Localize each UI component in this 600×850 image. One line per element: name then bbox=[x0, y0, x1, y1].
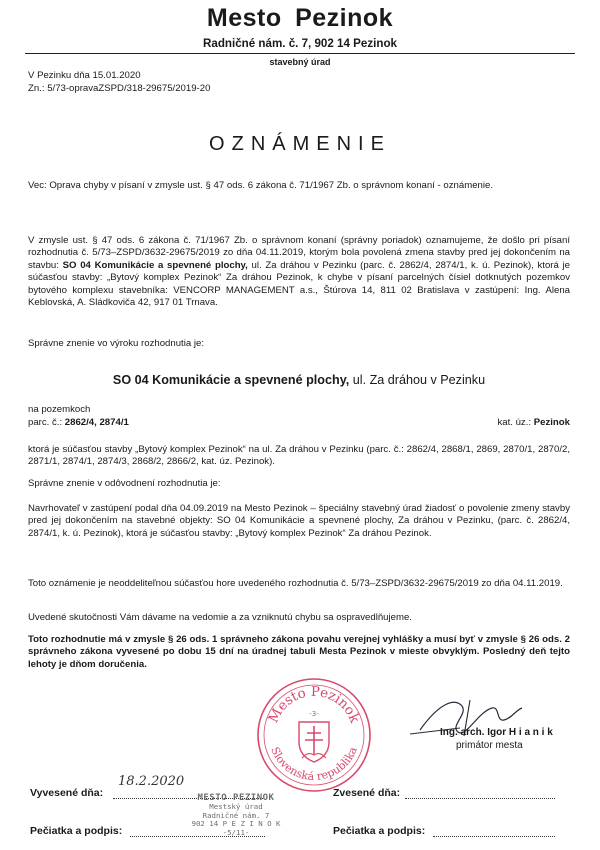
stamp-line-2: Mestský úrad bbox=[209, 802, 263, 811]
subject-vec: Vec: Oprava chyby v písaní v zmysle ust. § 47 ods. 6 zákona č. 71/1967 Zb. o správnom konaní - oznámenie. bbox=[28, 180, 494, 191]
signatory-name: Ing. arch. Igor H i a n i k bbox=[440, 727, 553, 738]
project-subject bbox=[28, 372, 570, 388]
parcel-numbers bbox=[28, 417, 129, 429]
removed-label: Zvesené dňa: bbox=[333, 787, 401, 799]
posted-date-handwritten: 18.2.2020 bbox=[118, 774, 185, 789]
reasoning-paragraph: Navrhovateľ v zastúpení podal dňa 04.09.2019 na Mesto Pezinok – špeciálny stavebný úrad žiadosť o povolenie zmeny stavby pred jej dokončením na stavebné objekty: SO 04 Komunikácie a spevnené plochy, Za dráhou v Pezinku, (parc. č. 2862/4, 2874/1, k. ú. Pezinok), ktorá je súčasťou stavby: „Bytový komplex Pezinok“ Za dráhou Pezinok. bbox=[28, 503, 570, 539]
correct-wording-label: Správne znenie vo výroku rozhodnutia je: bbox=[28, 338, 204, 349]
seal-number: -3- bbox=[309, 710, 319, 718]
cadastral-label: kat. úz.: bbox=[497, 417, 534, 428]
posted-label: Vyvesené dňa: bbox=[30, 787, 104, 799]
reasoning-label: Správne znenie v odôvodnení rozhodnutia je: bbox=[28, 478, 221, 489]
project-subject-rest: ul. Za dráhou v Pezinku bbox=[349, 373, 486, 387]
stamp-line-1: MESTO PEZINOK bbox=[197, 793, 275, 803]
header-rule bbox=[25, 53, 575, 54]
stamp-line-5: -5/11- bbox=[222, 827, 250, 837]
place-date: V Pezinku dňa 15.01.2020 bbox=[28, 70, 141, 81]
cadastral-area bbox=[497, 417, 570, 429]
parcel-numbers-value: 2862/4, 2874/1 bbox=[64, 417, 129, 428]
office-stamp bbox=[186, 793, 286, 837]
stamp-line-3: Radničné nám. 7 bbox=[202, 810, 270, 820]
stamp-line-right bbox=[433, 836, 555, 837]
department-label: stavebný úrad bbox=[269, 57, 331, 67]
intro-text-1: V zmysle ust. § 47 ods. 6 zákona č. 71/1967 Zb. o správnom konaní (správny poriadok) oznamujeme, že došlo pri písaní rozhodnutia č. 5/73–ZSPD/3632-29675/2019 zo dňa 04.11.2019, ktorým bola povolená zmena stavby pred jej dokončením na stavbu: bbox=[28, 235, 570, 271]
apology-line: Uvedené skutočnosti Vám dávame na vedomie a za vzniknutú chybu sa ospravedlňujeme. bbox=[28, 612, 412, 623]
reference-number: Zn.: 5/73-opravaZSPD/318-29675/2019-20 bbox=[28, 83, 211, 94]
intro-text-2: ul. Za dráhou v Pezinku (parc. č. 2862/4, 2874/1, k. ú. Pezinok), ktorá je súčasťou stavby: „Bytový komplex Pezinok“ Za dráhou Pezinok, k chybe v písaní parcelných čísiel dotknutých pozemkov bytového komplexu stavebníka: VENCORP MANAGEMENT a.s., Štúrova 14, 811 02 Bratislava v zastúpení: Ing. Alena Keblovská, A. Sládkoviča 42, 917 01 Trnava. bbox=[28, 259, 570, 309]
intro-text-bold: SO 04 Komunikácie a spevnené plochy, bbox=[62, 259, 248, 271]
part-of-paragraph: ktorá je súčasťou stavby „Bytový komplex Pezinok“ na ul. Za dráhou v Pezinku (parc. č.: 2862/4, 2868/1, 2869, 2870/1, 2870/2, 2871/1, 2874/1, 2874/3, 2868/2, 2866/2, kat. úz. Pezinok). bbox=[28, 444, 570, 468]
coat-of-arms-icon bbox=[299, 722, 329, 762]
signatory-role: primátor mesta bbox=[456, 740, 523, 751]
inseparable-paragraph: Toto oznámenie je neoddeliteľnou súčasťou hore uvedeného rozhodnutia č. 5/73–ZSPD/3632-29675/2019 zo dňa 04.11.2019. bbox=[28, 578, 563, 589]
stamp-label-left: Pečiatka a podpis: bbox=[30, 825, 123, 837]
parcel-prefix: parc. č.: bbox=[28, 417, 65, 428]
cadastral-value: Pezinok bbox=[533, 417, 570, 428]
public-notice: Toto rozhodnutie má v zmysle § 26 ods. 1 správneho zákona povahu verejnej vyhlášky a musí byť v zmysle § 26 ods. 2 správneho zákona vyvesené po dobu 15 dní na úradnej tabuli Mesta Pezinok v mieste obvyklým. Posledný deň tejto lehoty je dňom doručenia. bbox=[28, 634, 570, 670]
intro-paragraph bbox=[28, 235, 570, 309]
city-address: Radničné nám. č. 7, 902 14 Pezinok bbox=[203, 37, 397, 50]
stamp-line-4: 902 14 P E Z I N O K bbox=[191, 819, 281, 829]
removed-line bbox=[405, 798, 555, 799]
city-title: Mesto Pezinok bbox=[206, 4, 394, 32]
parcel-intro: na pozemkoch bbox=[28, 404, 91, 415]
stamp-label-right: Pečiatka a podpis: bbox=[333, 825, 426, 837]
round-seal bbox=[255, 676, 373, 794]
seal-bottom-text: Slovenská republika bbox=[268, 744, 360, 784]
document-heading: OZNÁMENIE bbox=[209, 133, 391, 155]
seal-top-text: Mesto Pezinok bbox=[265, 683, 363, 726]
project-subject-bold: SO 04 Komunikácie a spevnené plochy, bbox=[112, 373, 350, 387]
